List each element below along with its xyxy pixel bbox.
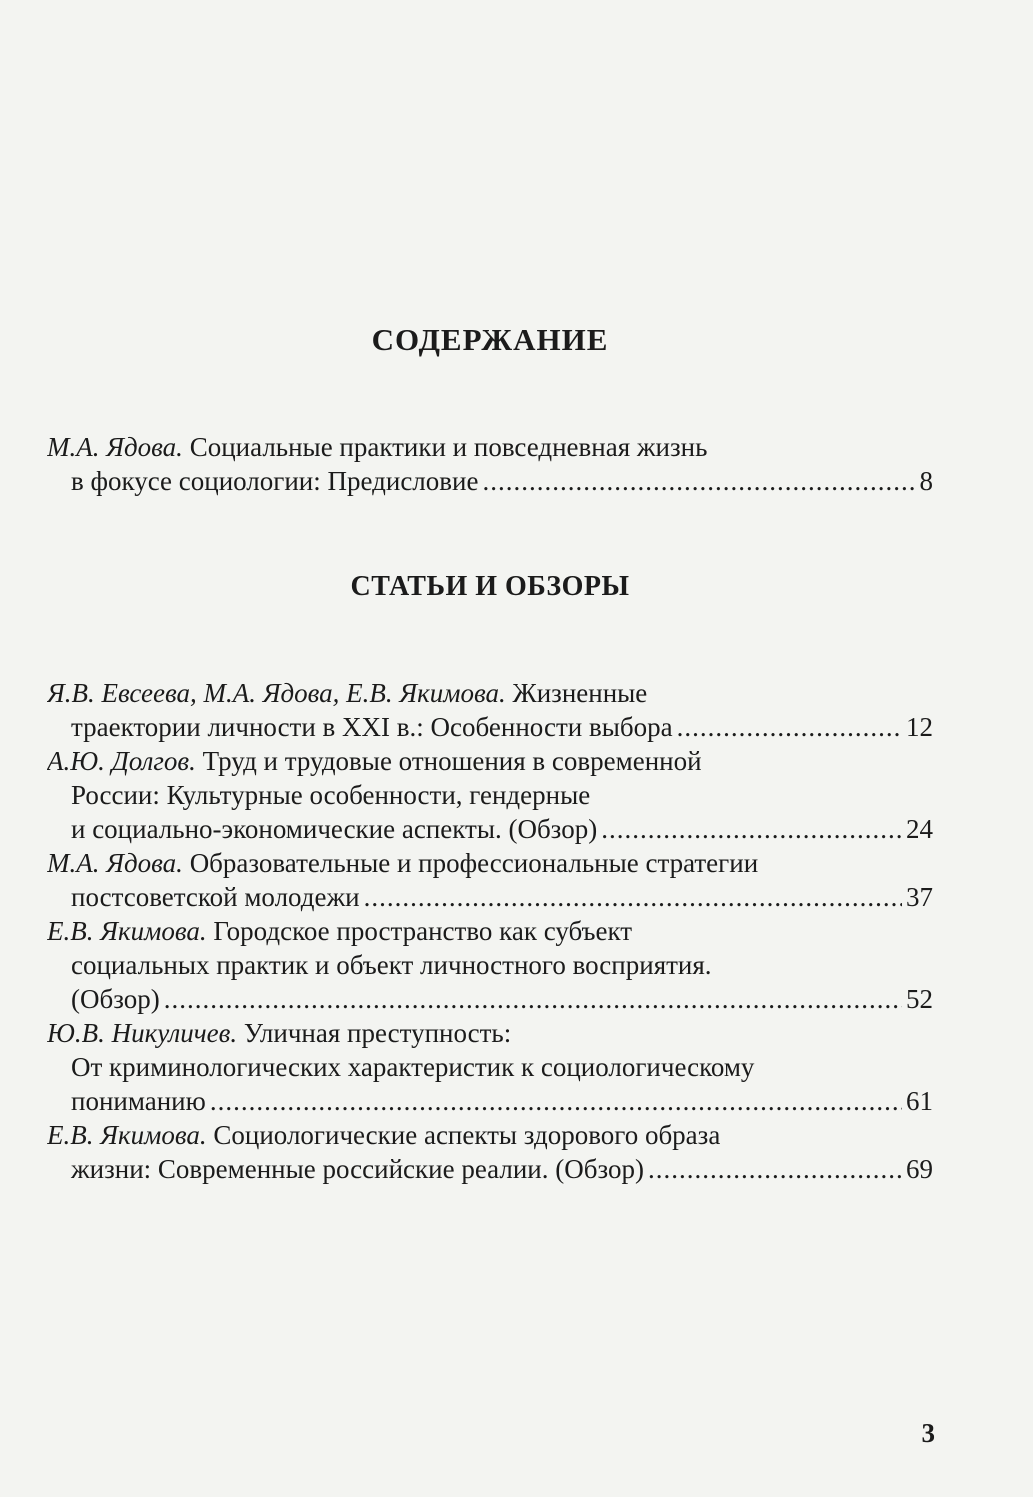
entry-title-line: траектории личности в XXI в.: Особенности выбора [71, 712, 673, 742]
entry-author: Ю.В. Никуличев. [47, 1018, 238, 1048]
entry-title-line: социальных практик и объект личностного восприятия. [71, 950, 712, 980]
entry-author: А.Ю. Долгов. [47, 746, 196, 776]
page-number: 3 [921, 1418, 935, 1448]
entry-title-line: жизни: Современные российские реалии. (Обзор) [71, 1154, 644, 1184]
entry-title-line: Городское пространство как субъект [213, 916, 633, 946]
entry-title-line: России: Культурные особенности, гендерные [71, 780, 591, 810]
toc-entry [47, 676, 933, 744]
entry-title-line: Жизненные [512, 678, 648, 708]
articles-list [47, 676, 933, 1186]
entry-title-line: постсоветской молодежи [71, 882, 360, 912]
toc-entry-preface [47, 430, 933, 498]
dot-leader [648, 1152, 902, 1186]
entry-title-line: в фокусе социологии: Предисловие [71, 466, 479, 496]
entry-title-line: Уличная преступность: [243, 1018, 512, 1048]
dot-leader [164, 982, 902, 1016]
entry-title-line: (Обзор) [71, 984, 160, 1014]
entry-author: Е.В. Якимова. [47, 1120, 207, 1150]
preface-section [47, 430, 933, 498]
entry-title-line: и социально-экономические аспекты. (Обзор) [71, 814, 598, 844]
toc-entry [47, 744, 933, 846]
toc-entry [47, 1016, 933, 1118]
entry-page-number: 52 [906, 984, 933, 1014]
entry-title-line: Социальные практики и повседневная жизнь [189, 432, 708, 462]
entry-title-line: Социологические аспекты здорового образа [213, 1120, 721, 1150]
entry-title-line: Образовательные и профессиональные стратегии [189, 848, 759, 878]
dot-leader [601, 812, 902, 846]
dot-leader [210, 1084, 902, 1118]
toc-entry [47, 1118, 933, 1186]
entry-author: М.А. Ядова. [47, 432, 183, 462]
entry-author: Е.В. Якимова. [47, 916, 207, 946]
entry-page-number: 24 [906, 814, 933, 844]
entry-title-line: пониманию [71, 1086, 206, 1116]
entry-author: М.А. Ядова. [47, 848, 183, 878]
dot-leader [364, 880, 902, 914]
dot-leader [482, 464, 915, 498]
entry-page-number: 61 [906, 1086, 933, 1116]
entry-title-line: Труд и трудовые отношения в современной [202, 746, 702, 776]
entry-page-number: 37 [906, 882, 933, 912]
entry-page-number: 8 [919, 466, 933, 496]
dot-leader [677, 710, 902, 744]
entry-page-number: 69 [906, 1154, 933, 1184]
section-title: СТАТЬИ И ОБЗОРЫ [350, 571, 630, 602]
contents-title: СОДЕРЖАНИЕ [371, 322, 609, 357]
toc-entry [47, 914, 933, 1016]
entry-page-number: 12 [906, 712, 933, 742]
entry-author: Я.В. Евсеева, М.А. Ядова, Е.В. Якимова. [47, 678, 506, 708]
entry-title-line: От криминологических характеристик к социологическому [71, 1052, 755, 1082]
toc-entry [47, 846, 933, 914]
